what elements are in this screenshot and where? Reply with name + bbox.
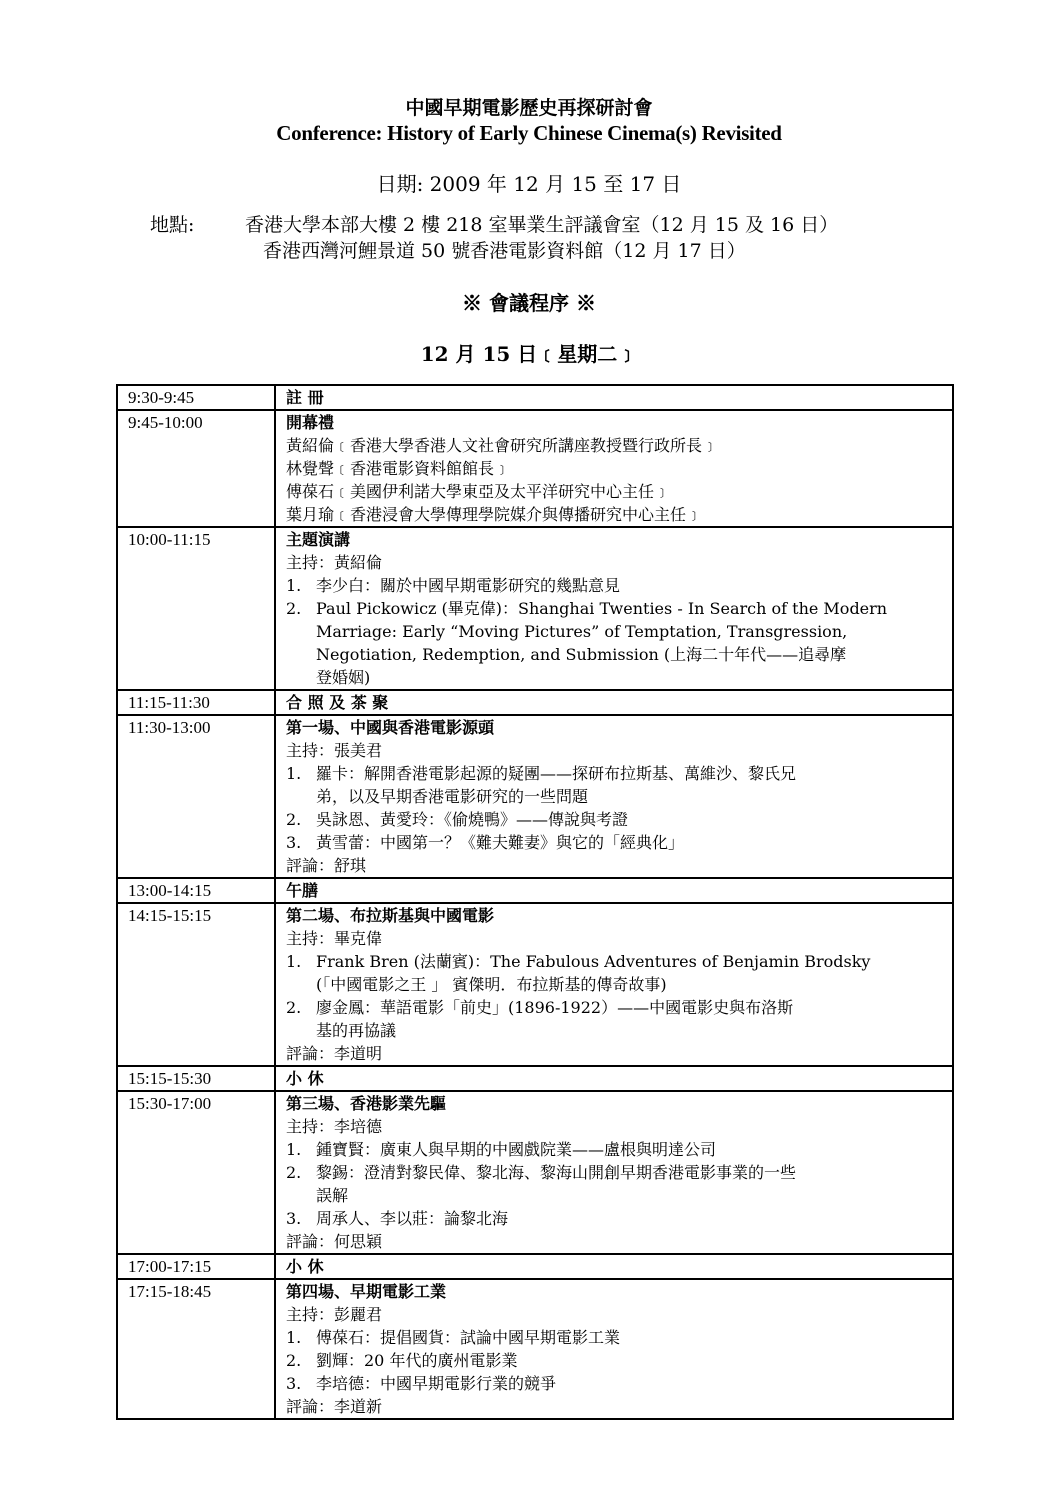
item-number: 3. — [286, 1374, 302, 1393]
item-text: 黃雪蕾：中國第一？《難夫難妻》與它的「經典化」 — [316, 833, 685, 852]
item-text: 基的再協議 — [316, 1021, 397, 1040]
presentation-item — [286, 1138, 946, 1161]
presentation-item — [286, 762, 946, 808]
guest-line: 葉月瑜﹝香港浸會大學傳理學院媒介與傳播研究中心主任﹞ — [286, 505, 703, 524]
item-text: 吳詠恩、黃愛玲：《偷燒鴨》——傳說與考證 — [316, 810, 629, 829]
item-number: 3. — [286, 1209, 302, 1228]
item-text: 誤解 — [316, 1186, 349, 1205]
schedule-time: 15:15-15:30 — [117, 1066, 275, 1091]
schedule-body — [117, 385, 953, 1419]
schedule-time: 14:15-15:15 — [117, 903, 275, 1066]
session-title: 第二場、布拉斯基與中國電影 — [286, 906, 495, 925]
programme-heading: ※ 會議程序 ※ — [462, 291, 596, 315]
schedule-time: 13:00-14:15 — [117, 878, 275, 903]
item-text: (「中國電影之王 」 賓傑明．布拉斯基的傳奇故事) — [316, 975, 667, 994]
session-discussant: 評論：何思穎 — [286, 1232, 383, 1251]
item-number: 1. — [286, 1140, 302, 1159]
item-number: 2. — [286, 1351, 302, 1370]
item-text: Frank Bren (法蘭賓)：The Fabulous Adventures of Benjamin Brodsky — [316, 952, 871, 971]
item-number: 2. — [286, 810, 302, 829]
session-title: 午膳 — [286, 881, 319, 900]
schedule-content — [275, 903, 953, 1066]
schedule-time: 9:30-9:45 — [117, 385, 275, 410]
schedule-row — [117, 385, 953, 410]
item-text: 廖金鳳：華語電影「前史」(1896-1922）——中國電影史與布洛斯 — [316, 998, 794, 1017]
schedule-content — [275, 410, 953, 527]
item-text: 李培德：中國早期電影行業的競爭 — [316, 1374, 557, 1393]
conference-title-en: Conference: History of Early Chinese Cinema(s) Revisited — [276, 121, 782, 145]
session-host: 主持：畢克偉 — [286, 929, 383, 948]
item-number: 2. — [286, 599, 302, 618]
conference-date: 日期: 2009 年 12 月 15 至 17 日 — [376, 172, 682, 196]
session-host: 主持：張美君 — [286, 741, 383, 760]
schedule-content — [275, 878, 953, 903]
schedule-row — [117, 410, 953, 527]
schedule-time: 15:30-17:00 — [117, 1091, 275, 1254]
day-heading: 12 月 15 日﹝星期二﹞ — [420, 342, 638, 366]
presentation-item — [286, 1326, 946, 1349]
schedule-content — [275, 715, 953, 878]
schedule-time: 10:00-11:15 — [117, 527, 275, 690]
schedule-time: 11:15-11:30 — [117, 690, 275, 715]
schedule-row — [117, 1279, 953, 1419]
session-title: 合 照 及 茶 聚 — [286, 693, 389, 712]
guest-line: 傅葆石﹝美國伊利諾大學東亞及太平洋研究中心主任﹞ — [286, 482, 671, 501]
presentation-item — [286, 574, 946, 597]
schedule-row — [117, 903, 953, 1066]
presentation-item — [286, 950, 946, 996]
item-text: 劉輝：20 年代的廣州電影業 — [316, 1351, 518, 1370]
schedule-row — [117, 1091, 953, 1254]
item-number: 1. — [286, 952, 302, 971]
session-title: 小 休 — [286, 1069, 324, 1088]
session-title: 第四場、早期電影工業 — [286, 1282, 447, 1301]
item-number: 1. — [286, 576, 302, 595]
session-title: 第三場、香港影業先驅 — [286, 1094, 447, 1113]
presentation-item — [286, 996, 946, 1042]
session-discussant: 評論：舒琪 — [286, 856, 367, 875]
schedule-time: 11:30-13:00 — [117, 715, 275, 878]
session-title: 主題演講 — [286, 530, 351, 549]
schedule-row — [117, 527, 953, 690]
item-number: 1. — [286, 764, 302, 783]
guest-line: 林覺聲﹝香港電影資料館館長﹞ — [286, 459, 511, 478]
schedule-row — [117, 690, 953, 715]
item-text: Paul Pickowicz (畢克偉)：Shanghai Twenties - In Search of the Modern — [316, 599, 888, 618]
session-title: 第一場、中國與香港電影源頭 — [286, 718, 495, 737]
item-number: 3. — [286, 833, 302, 852]
venue-line-2: 香港西灣河鯉景道 50 號香港電影資料館（12 月 17 日） — [263, 240, 746, 262]
presentation-item — [286, 1161, 946, 1207]
session-discussant: 評論：李道明 — [286, 1044, 383, 1063]
schedule-row — [117, 1254, 953, 1279]
schedule-content — [275, 1279, 953, 1419]
item-text: 黎錫：澄清對黎民偉、黎北海、黎海山開創早期香港電影事業的一些 — [316, 1163, 797, 1182]
session-host: 主持：彭麗君 — [286, 1305, 383, 1324]
item-text: 羅卡：解開香港電影起源的疑團——探研布拉斯基、萬維沙、黎氏兄 — [316, 764, 797, 783]
session-title: 開幕禮 — [286, 413, 335, 432]
schedule-table — [116, 384, 954, 1420]
guest-line: 黃紹倫﹝香港大學香港人文社會研究所講座教授暨行政所長﹞ — [286, 436, 719, 455]
schedule-content — [275, 1066, 953, 1091]
venue-label: 地點: — [150, 214, 195, 236]
session-title: 小 休 — [286, 1257, 324, 1276]
item-number: 1. — [286, 1328, 302, 1347]
schedule-row — [117, 1066, 953, 1091]
session-host: 主持：黃紹倫 — [286, 553, 383, 572]
schedule-row — [117, 878, 953, 903]
schedule-content — [275, 527, 953, 690]
item-number: 2. — [286, 1163, 302, 1182]
item-text: 李少白：關於中國早期電影研究的幾點意見 — [316, 576, 621, 595]
presentation-item — [286, 831, 946, 854]
schedule-content — [275, 1091, 953, 1254]
schedule-time: 17:00-17:15 — [117, 1254, 275, 1279]
item-text: 弟，以及早期香港電影研究的一些問題 — [316, 787, 589, 806]
item-text: 鍾寶賢：廣東人與早期的中國戲院業——盧根與明達公司 — [316, 1140, 717, 1159]
item-text: 登婚姻) — [316, 668, 371, 687]
schedule-content — [275, 385, 953, 410]
session-title: 註 冊 — [286, 388, 324, 407]
schedule-content — [275, 690, 953, 715]
conference-title-zh: 中國早期電影歷史再探研討會 — [405, 97, 653, 119]
session-host: 主持：李培德 — [286, 1117, 383, 1136]
item-number: 2. — [286, 998, 302, 1017]
item-text: 周承人、李以莊：論黎北海 — [316, 1209, 509, 1228]
schedule-content — [275, 1254, 953, 1279]
session-discussant: 評論：李道新 — [286, 1397, 383, 1416]
schedule-time: 17:15-18:45 — [117, 1279, 275, 1419]
presentation-item — [286, 1349, 946, 1372]
presentation-item — [286, 1372, 946, 1395]
venue-line-1: 香港大學本部大樓 2 樓 218 室畢業生評議會室（12 月 15 及 16 日） — [245, 214, 839, 236]
presentation-item — [286, 808, 946, 831]
item-text: Negotiation, Redemption, and Submission (上海二十年代——追尋摩 — [316, 645, 847, 664]
presentation-item — [286, 597, 946, 689]
schedule-row — [117, 715, 953, 878]
presentation-item — [286, 1207, 946, 1230]
item-text: 傅葆石：提倡國貨：試論中國早期電影工業 — [316, 1328, 621, 1347]
schedule-time: 9:45-10:00 — [117, 410, 275, 527]
item-text: Marriage: Early “Moving Pictures” of Temptation, Transgression, — [316, 622, 848, 641]
